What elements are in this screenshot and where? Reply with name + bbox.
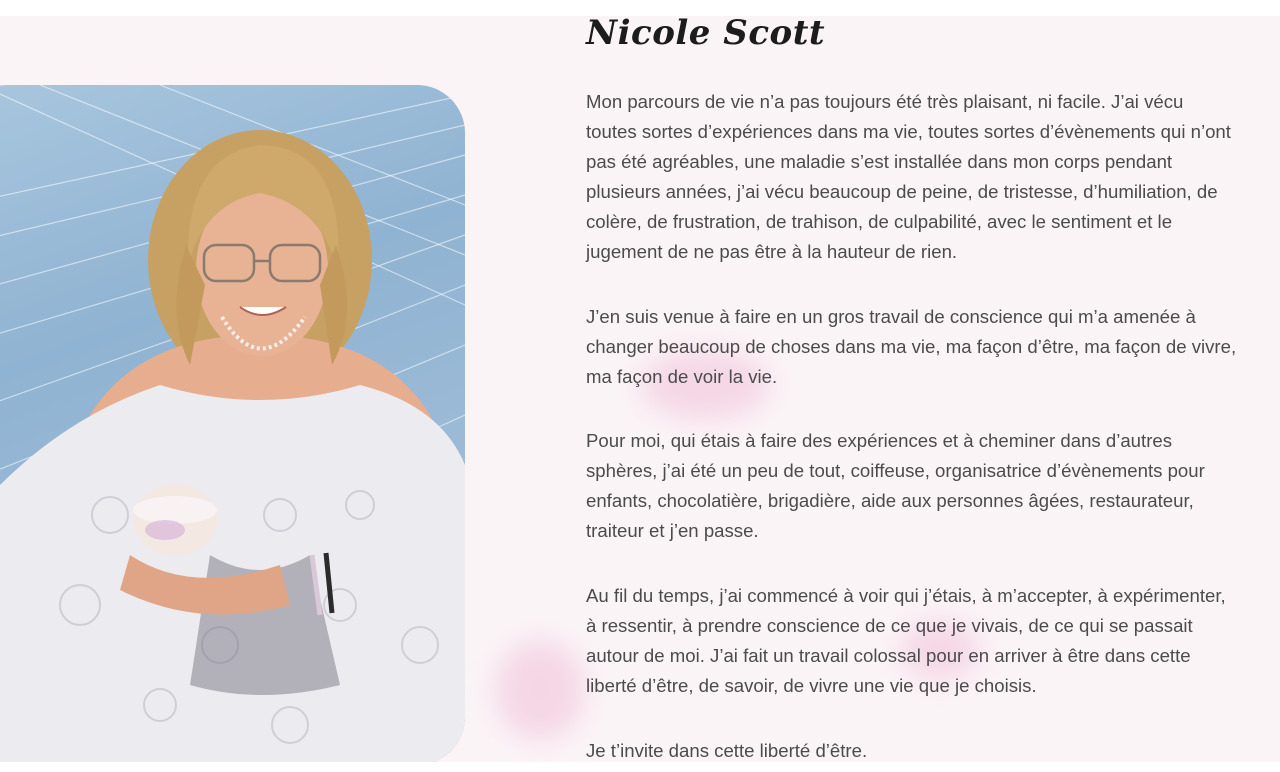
- bio-paragraph: Je t’invite dans cette liberté d’être.: [586, 740, 868, 761]
- decorative-blush: [495, 640, 585, 740]
- bio-paragraph: Mon parcours de vie n’a pas toujours été très plaisant, ni facile. J’ai vécu toutes sortes d’expériences dans ma vie, toutes sortes d’évènements qui n’ont pas été agréables, une maladie s’est installée dans mon corps pendant plusieurs années, j’ai vécu beaucoup de peine, de tristesse, d’humiliation, de colère, de frustration, de trahison, de culpabilité, avec le sentiment et le jugement de ne pas être à la hauteur de rien.: [586, 91, 1231, 262]
- bio-paragraph: Au fil du temps, j’ai commencé à voir qui j’étais, à m’accepter, à expérimenter, à ressentir, à prendre conscience de ce que je vivais, de ce qui se passait autour de moi. J’ai fait un travail colossal pour en arriver à être dans cette liberté d’être, de savoir, de vivre une vie que je choisis.: [586, 585, 1226, 696]
- bio-section: [586, 10, 1276, 766]
- bio-paragraph: J’en suis venue à faire en un gros travail de conscience qui m’a amenée à changer beaucoup de choses dans ma vie, ma façon d’être, ma façon de vivre, ma façon de voir la vie.: [586, 306, 1237, 387]
- portrait-illustration: [0, 85, 465, 765]
- page-title: Nicole Scott: [586, 13, 826, 53]
- bio-paragraph: Pour moi, qui étais à faire des expériences et à cheminer dans d’autres sphères, j’ai été un peu de tout, coiffeuse, organisatrice d’évènements pour enfants, chocolatière, brigadière, aide aux personnes âgées, restaurateur, traiteur et j’en passe.: [586, 430, 1205, 541]
- profile-photo: [0, 85, 465, 765]
- bottom-strip: [0, 762, 1280, 772]
